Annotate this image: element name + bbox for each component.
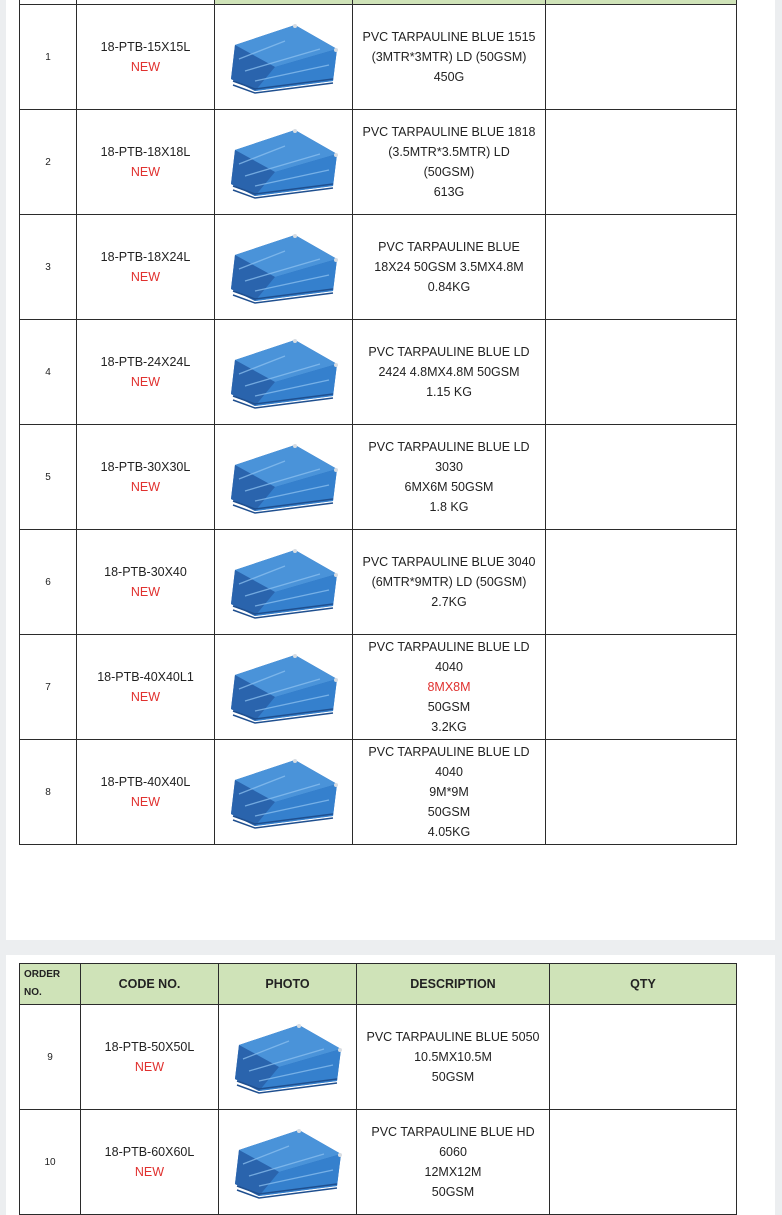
code-cell bbox=[77, 320, 215, 425]
table-row bbox=[20, 635, 737, 740]
description-line: PVC TARPAULINE BLUE bbox=[378, 240, 520, 254]
new-badge: NEW bbox=[130, 270, 161, 284]
description-cell bbox=[353, 740, 546, 845]
description-line: 6MX6M 50GSM bbox=[404, 480, 494, 494]
qty-header: QTY bbox=[550, 964, 737, 1005]
description-line: 4040 bbox=[435, 660, 463, 674]
order-number: 3 bbox=[20, 215, 77, 320]
photo-cell bbox=[215, 425, 353, 530]
order-number: 10 bbox=[20, 1110, 81, 1215]
description-line: PVC TARPAULINE BLUE HD bbox=[371, 1125, 535, 1139]
new-badge: NEW bbox=[130, 795, 161, 809]
description-line: PVC TARPAULINE BLUE LD bbox=[368, 345, 530, 359]
code-cell bbox=[77, 635, 215, 740]
photo-cell bbox=[215, 740, 353, 845]
order-number: 4 bbox=[20, 320, 77, 425]
tarpaulin-photo bbox=[225, 124, 343, 200]
tarpaulin-photo bbox=[229, 1124, 347, 1200]
description-cell bbox=[353, 320, 546, 425]
description-line: PVC TARPAULINE BLUE 1818 bbox=[362, 125, 536, 139]
description-cell bbox=[357, 1005, 550, 1110]
order-number: 9 bbox=[20, 1005, 81, 1110]
new-badge: NEW bbox=[130, 60, 161, 74]
photo-cell bbox=[215, 320, 353, 425]
product-code: 18-PTB-40X40L1 bbox=[97, 670, 194, 684]
order-no-header: ORDER NO. bbox=[20, 964, 81, 1005]
photo-cell bbox=[215, 635, 353, 740]
catalog-page-1 bbox=[6, 0, 775, 940]
photo-cell bbox=[215, 5, 353, 110]
code-cell bbox=[77, 530, 215, 635]
table-row bbox=[20, 110, 737, 215]
table-row bbox=[20, 1005, 737, 1110]
qty-cell[interactable] bbox=[546, 215, 737, 320]
description-cell bbox=[353, 110, 546, 215]
qty-cell[interactable] bbox=[546, 320, 737, 425]
code-cell bbox=[77, 215, 215, 320]
product-code: 18-PTB-15X15L bbox=[100, 40, 191, 54]
product-code: 18-PTB-24X24L bbox=[100, 355, 191, 369]
product-code: 18-PTB-40X40L bbox=[100, 775, 191, 789]
new-badge: NEW bbox=[130, 375, 161, 389]
tarpaulin-photo bbox=[225, 439, 343, 515]
description-line: 4.05KG bbox=[427, 825, 471, 839]
description-line: 10.5MX10.5M bbox=[414, 1050, 492, 1064]
description-line: (3.5MTR*3.5MTR) LD bbox=[388, 145, 510, 159]
tarpaulin-photo bbox=[225, 754, 343, 830]
description-cell bbox=[353, 530, 546, 635]
description-line: 2.7KG bbox=[431, 595, 467, 609]
product-code: 18-PTB-30X30L bbox=[100, 460, 191, 474]
description-header: DESCRIPTION bbox=[357, 964, 550, 1005]
products-table-1 bbox=[19, 0, 737, 845]
description-cell bbox=[353, 635, 546, 740]
code-cell bbox=[77, 425, 215, 530]
new-badge: NEW bbox=[130, 165, 161, 179]
description-line: 1.8 KG bbox=[429, 500, 469, 514]
new-badge: NEW bbox=[134, 1165, 165, 1179]
code-cell bbox=[81, 1110, 219, 1215]
description-line: 50GSM bbox=[427, 805, 471, 819]
qty-cell[interactable] bbox=[546, 425, 737, 530]
photo-cell bbox=[215, 215, 353, 320]
description-line: 613G bbox=[433, 185, 465, 199]
description-line: 3.2KG bbox=[431, 720, 467, 734]
catalog-page-2 bbox=[6, 955, 775, 1215]
description-line: PVC TARPAULINE BLUE 5050 bbox=[366, 1030, 540, 1044]
description-line: 18X24 50GSM 3.5MX4.8M bbox=[374, 260, 524, 274]
order-number: 2 bbox=[20, 110, 77, 215]
table-row bbox=[20, 215, 737, 320]
qty-cell[interactable] bbox=[546, 740, 737, 845]
description-line: 2424 4.8MX4.8M 50GSM bbox=[378, 365, 520, 379]
code-cell bbox=[81, 1005, 219, 1110]
code-cell bbox=[77, 110, 215, 215]
description-line: 8MX8M bbox=[427, 680, 471, 694]
photo-cell bbox=[219, 1005, 357, 1110]
description-cell bbox=[353, 215, 546, 320]
product-code: 18-PTB-60X60L bbox=[104, 1145, 195, 1159]
photo-cell bbox=[215, 530, 353, 635]
description-line: (50GSM) bbox=[423, 165, 475, 179]
table-row bbox=[20, 740, 737, 845]
tarpaulin-photo bbox=[225, 19, 343, 95]
description-line: 6060 bbox=[439, 1145, 467, 1159]
tarpaulin-photo bbox=[225, 649, 343, 725]
header-row bbox=[20, 964, 737, 1005]
qty-cell[interactable] bbox=[546, 5, 737, 110]
code-cell bbox=[77, 740, 215, 845]
product-code: 18-PTB-50X50L bbox=[104, 1040, 195, 1054]
description-line: 50GSM bbox=[431, 1185, 475, 1199]
description-line: PVC TARPAULINE BLUE LD bbox=[368, 640, 530, 654]
table-row bbox=[20, 425, 737, 530]
description-cell bbox=[353, 5, 546, 110]
description-line: (6MTR*9MTR) LD (50GSM) bbox=[371, 575, 527, 589]
description-line: 50GSM bbox=[431, 1070, 475, 1084]
description-line: 450G bbox=[433, 70, 465, 84]
tarpaulin-photo bbox=[225, 544, 343, 620]
description-cell bbox=[357, 1110, 550, 1215]
description-line: 1.15 KG bbox=[426, 385, 472, 399]
description-line: 9M*9M bbox=[429, 785, 469, 799]
new-badge: NEW bbox=[130, 690, 161, 704]
description-line: PVC TARPAULINE BLUE LD bbox=[368, 440, 530, 454]
description-line: 4040 bbox=[435, 765, 463, 779]
table-row bbox=[20, 320, 737, 425]
description-line: 3030 bbox=[435, 460, 463, 474]
new-badge: NEW bbox=[130, 585, 161, 599]
description-line: PVC TARPAULINE BLUE LD bbox=[368, 745, 530, 759]
products-table-2 bbox=[19, 963, 737, 1215]
table-row bbox=[20, 530, 737, 635]
product-code: 18-PTB-30X40 bbox=[104, 565, 187, 579]
description-line: PVC TARPAULINE BLUE 3040 bbox=[362, 555, 536, 569]
order-number: 7 bbox=[20, 635, 77, 740]
qty-cell[interactable] bbox=[546, 635, 737, 740]
tarpaulin-photo bbox=[229, 1019, 347, 1095]
description-line: (3MTR*3MTR) LD (50GSM) bbox=[371, 50, 527, 64]
order-number: 6 bbox=[20, 530, 77, 635]
qty-cell[interactable] bbox=[550, 1110, 737, 1215]
photo-cell bbox=[219, 1110, 357, 1215]
photo-header: PHOTO bbox=[219, 964, 357, 1005]
order-number: 1 bbox=[20, 5, 77, 110]
tarpaulin-photo bbox=[225, 334, 343, 410]
tarpaulin-photo bbox=[225, 229, 343, 305]
product-code: 18-PTB-18X24L bbox=[100, 250, 191, 264]
order-number: 8 bbox=[20, 740, 77, 845]
description-line: 0.84KG bbox=[427, 280, 471, 294]
qty-cell[interactable] bbox=[546, 110, 737, 215]
product-code: 18-PTB-18X18L bbox=[100, 145, 191, 159]
code-cell bbox=[77, 5, 215, 110]
photo-cell bbox=[215, 110, 353, 215]
qty-cell[interactable] bbox=[550, 1005, 737, 1110]
table-row bbox=[20, 5, 737, 110]
description-line: 50GSM bbox=[427, 700, 471, 714]
new-badge: NEW bbox=[130, 480, 161, 494]
description-line: 12MX12M bbox=[424, 1165, 482, 1179]
table-row bbox=[20, 1110, 737, 1215]
order-number: 5 bbox=[20, 425, 77, 530]
new-badge: NEW bbox=[134, 1060, 165, 1074]
qty-cell[interactable] bbox=[546, 530, 737, 635]
code-header: CODE NO. bbox=[81, 964, 219, 1005]
description-line: PVC TARPAULINE BLUE 1515 bbox=[362, 30, 536, 44]
description-cell bbox=[353, 425, 546, 530]
